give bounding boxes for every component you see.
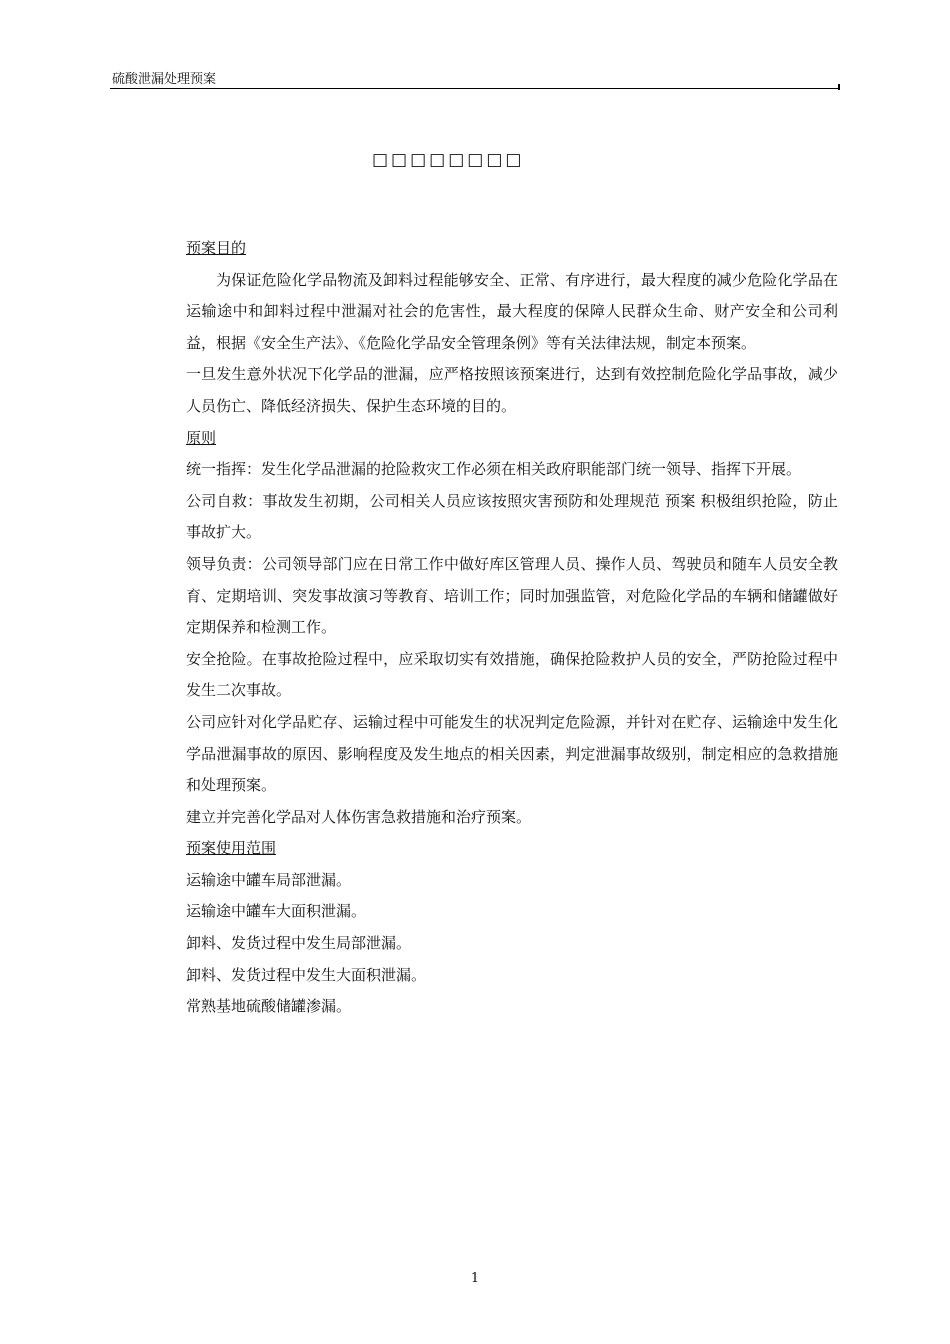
header-rule-tick xyxy=(838,84,840,90)
paragraph-safe-rescue: 安全抢险。在事故抢险过程中，应采取切实有效措施，确保抢险救护人员的安全，严防抢险过程中发生二次事故。 xyxy=(186,649,838,700)
scope-item: 运输途中罐车局部泄漏。 xyxy=(186,870,352,889)
paragraph-first-aid: 建立并完善化学品对人体伤害急救措施和治疗预案。 xyxy=(186,807,532,826)
paragraph-purpose: 为保证危险化学品物流及卸料过程能够安全、正常、有序进行，最大程度的减少危险化学品在运输途中和卸料过程中泄漏对社会的危害性，最大程度的保障人民群众生命、财产安全和公司利益，根据《安全生产法》、《危险化学品安全管理条例》等有关法律法规，制定本预案。 xyxy=(186,270,838,352)
header-rule xyxy=(110,88,840,89)
section-heading-principles: 原则 xyxy=(186,428,217,447)
document-title: □□□□□□□□ xyxy=(372,150,525,170)
scope-item: 运输途中罐车大面积泄漏。 xyxy=(186,902,367,921)
paragraph-unified-command: 统一指挥：发生化学品泄漏的抢险救灾工作必须在相关政府职能部门统一领导、指挥下开展。 xyxy=(186,460,802,479)
paragraph-hazard-assessment: 公司应针对化学品贮存、运输过程中可能发生的状况判定危险源，并针对在贮存、运输途中发生化学品泄漏事故的原因、影响程度及发生地点的相关因素，判定泄漏事故级别，制定相应的急救措施和处理预案。 xyxy=(186,712,838,795)
page-number: 1 xyxy=(470,1271,480,1286)
scope-item: 常熟基地硫酸储罐渗漏。 xyxy=(186,997,352,1016)
section-heading-scope: 预案使用范围 xyxy=(186,839,277,858)
running-header-title: 硫酸泄漏处理预案 xyxy=(112,72,217,87)
paragraph-self-rescue: 公司自救：事故发生初期，公司相关人员应该按照灾害预防和处理规范 预案 积极组织抢险，防止事故扩大。 xyxy=(186,491,838,542)
document-body xyxy=(186,233,838,1023)
scope-item: 卸料、发货过程中发生大面积泄漏。 xyxy=(186,965,427,984)
section-heading-purpose: 预案目的 xyxy=(186,239,247,257)
paragraph-leadership: 领导负责：公司领导部门应在日常工作中做好库区管理人员、操作人员、驾驶员和随车人员安全教育、定期培训、突发事故演习等教育、培训工作；同时加强监管，对危险化学品的车辆和储罐做好定期保养和检测工作。 xyxy=(186,554,838,637)
paragraph-goal: 一旦发生意外状况下化学品的泄漏，应严格按照该预案进行，达到有效控制危险化学品事故，减少人员伤亡、降低经济损失、保护生态环境的目的。 xyxy=(186,365,838,415)
scope-item: 卸料、发货过程中发生局部泄漏。 xyxy=(186,934,412,953)
